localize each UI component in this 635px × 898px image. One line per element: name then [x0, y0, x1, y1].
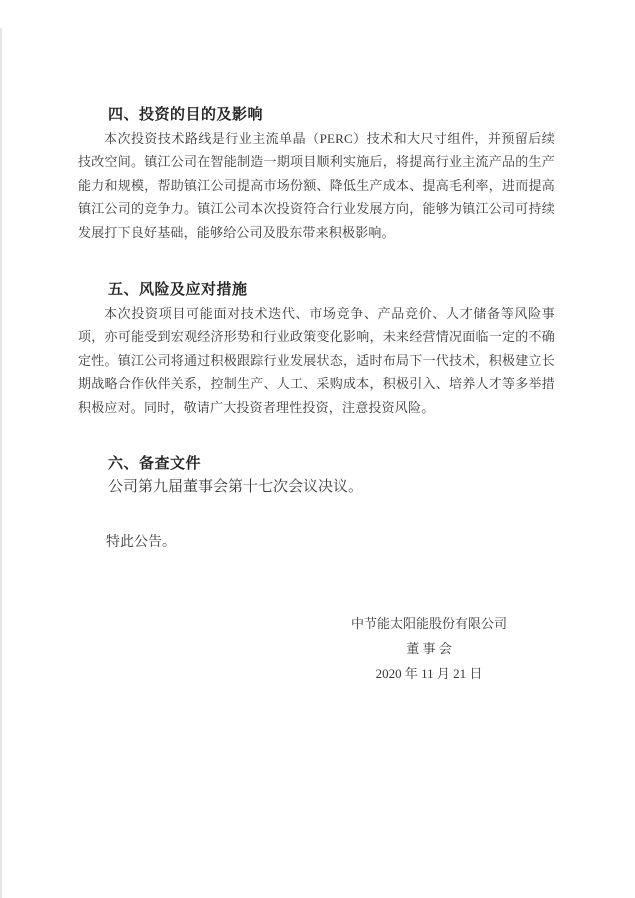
section-investment-purpose	[78, 103, 555, 244]
section-risks-and-measures	[78, 278, 555, 419]
section-heading-investment-purpose: 四、投资的目的及影响	[108, 106, 264, 123]
closing-statement: 特此公告。	[106, 535, 176, 550]
section-body-investment-purpose: 本次投资技术路线是行业主流单晶（PERC）技术和大尺寸组件，并预留后续技改空间。镇江公司在智能制造一期项目顺利实施后，将提高行业主流产品的生产能力和规模，帮助镇江公司提高市场份额、降低生产成本、提高毛利率，进而提高镇江公司的竞争力。镇江公司本次投资符合行业发展方向，能够为镇江公司可持续发展打下良好基础，能够给公司及股东带来积极影响。	[78, 130, 555, 240]
section-body-reference-documents: 公司第九届董事会第十七次会议决议。	[108, 478, 364, 495]
section-body-risks-and-measures: 本次投资项目可能面对技术迭代、市场竞争、产品竞价、人才储备等风险事项，亦可能受到宏观经济形势和行业政策变化影响，未来经营情况面临一定的不确定性。镇江公司将通过积极跟踪行业发展状态，适时布局下一代技术，积极建立长期战略合作伙伴关系，控制生产、人工、采购成本，积极引入、培养人才等多举措积极应对。同时，敬请广大投资者理性投资，注意投资风险。	[78, 305, 555, 415]
section-heading-risks-and-measures: 五、风险及应对措施	[108, 281, 248, 298]
section-reference-documents	[78, 452, 555, 499]
announcement-date: 2020 年 11 月 21 日	[375, 665, 483, 681]
page-left-edge	[0, 28, 2, 898]
board-of-directors: 董 事 会	[406, 640, 452, 656]
section-heading-reference-documents: 六、备查文件	[108, 455, 202, 472]
company-name: 中节能太阳能股份有限公司	[350, 615, 507, 631]
signature-block	[350, 611, 508, 686]
